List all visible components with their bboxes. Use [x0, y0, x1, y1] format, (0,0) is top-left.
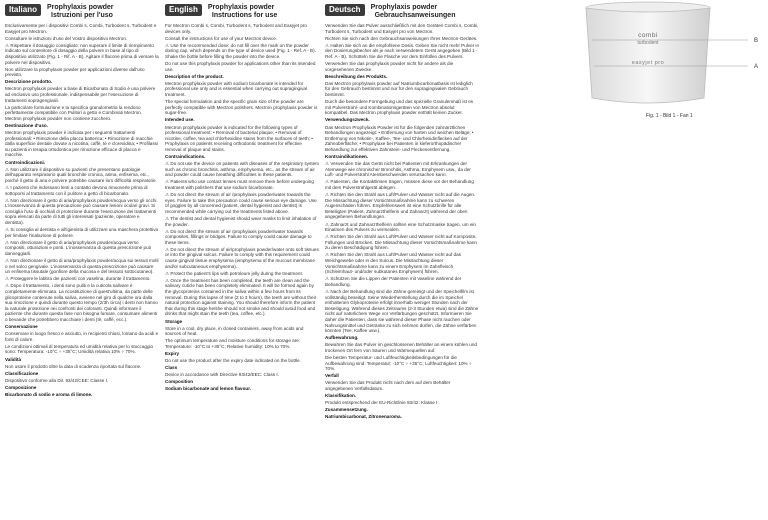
english-paragraph: ⚠ Use the recommended dose: do not fill over the mark on the powder dosing cap, which depends on the type of device used (Fig. 1 - Ref. A - B). Shake the bottle before filling the powder into the device.	[165, 42, 316, 59]
german-paragraph: Verwenden Sie das Produkt nicht nach dem auf dem Behälter angegebenen Verfallsdatum.	[325, 380, 451, 392]
label-combi-turbodent: combi	[638, 32, 658, 39]
german-paragraph: Das Mectron prophylaxis powder auf Natriumbicarbonatbasis ist lediglich für den Gebrauch bestimmt und nur für den supragingivalen Gebrauch bestimmt.	[325, 80, 473, 98]
italian-paragraph: Controindicazioni.	[5, 159, 46, 165]
english-paragraph: Device in accordance with Directive 93/42/EEC: Class I.	[165, 372, 279, 378]
german-paragraph: Natriumbicarbonat, Zitronenaroma.	[325, 414, 402, 420]
english-body	[165, 23, 319, 392]
german-paragraph: ⚠ Verwenden Sie das Gerät nicht bei Patienten mit Erkrankungen der Atemwege wie chronischer Bronchitis, Asthma, Emphysem usw., da der Luft- und Pulverstrahl Atembeschwerden verursachen kann.	[325, 161, 471, 178]
english-subtitle: Instructions for use	[211, 12, 278, 19]
italian-paragraph: Validità	[5, 356, 22, 362]
english-paragraph: Consult the instructions for use of your Mectron device.	[165, 35, 278, 41]
italian-paragraph: Non usare il prodotto oltre la data di scadenza riportata sul flacone.	[5, 363, 142, 369]
german-paragraph: ⚠ Nach der Behandlung sind die Zähne gereinigt und der Speichelfilm ist vollständig beseitigt. Seine Wiederherstellung durch die im Speichel enthaltenen Glykoproteine erfolgt innerhalb weniger Stunden nach der Beseitigung. Während dieses Zeitraums (2-3 Stunden etwa) sind die Zähne nicht auf natürlichem Wege vor Verfärbungen geschützt. Informieren Sie daher die Patienten, dass sie während dieser Phase nicht rauchen oder Nahrungsmittel und Getränke zu sich nehmen dürfen, die Zähne verfärben könnten (Tee, Kaffee usw.).	[325, 289, 479, 334]
german-paragraph: Durch die besondere Formgebung und das spezielle Granulenmaß ist es mit Pulverstrahl- und Kombinationsgeräten von Mectron absolut kompatibel. Das Mectron prophylaxis powder enthält keinen Zucker.	[325, 99, 474, 116]
italian-paragraph: Bicarbonato di sodio e aroma di limone.	[5, 392, 93, 398]
german-paragraph: ⚠ Richten Sie den Strahl aus Luft/Pulver und Wasser nicht auf Komposite, Füllungen und Brücken. Die Missachtung dieser Vorsichtsmaßnahme kann zu deren Beschädigung führen.	[325, 234, 477, 251]
italian-paragraph: La particolare formulazione e la specifica granulometria la rendono perfettamente compatibile con Pulitori a getto e Combinati Mectron. Mectron prophylaxis powder non contiene zucchero.	[5, 104, 143, 121]
english-paragraph: For Mectron Combi s, Combi, Turbodent s, Turbodent and Easyjet pro devices only.	[165, 23, 307, 34]
german-paragraph: ⚠ Zahnarzt und Zahnarzthelferin sollten eine Schutzmaske tragen, um ein Einatmen des Pulvers zu vermeiden.	[325, 221, 476, 233]
english-paragraph: Storage	[165, 318, 183, 324]
italian-column	[5, 4, 159, 399]
german-paragraph: Aufbewahrung.	[325, 335, 359, 341]
english-paragraph: ⚠ Do not direct the stream of air /prophylaxis powder/water towards the eyes. Failure to take this precaution could cause serious eye damage. Use of goggles by all concerned (patient, dental hygienist and dentist) is recommended while carrying out the treatments listed above.	[165, 192, 317, 214]
italian-paragraph: ⚠ Non utilizzare il dispositivo su pazienti che presentano patologie dell'apparato respiratorio quali bronchite cronica, asma, enfisema, etc., poiché il getto di aria e polvere potrebbe causare loro difficoltà respiratorie.	[5, 166, 157, 183]
german-paragraph: Zusammensetzung.	[325, 407, 368, 413]
italian-paragraph: Mectron prophylaxis powder è indicata per i seguenti trattamenti professionali: • Rimozione della placca batterica; • Rimozione di macchie dalla superficie dentale dovute a nicotina, caffè, tè e clorexidina; • Profilassi su pazienti in terapia ortodontica per rimozione efficace di placca e macchie.	[5, 130, 158, 158]
italian-paragraph: Conservare in luogo fresco e asciutto, in recipienti chiusi, lontano da acidi e fonti di calore.	[5, 331, 159, 342]
english-paragraph: ⚠ The dentist and dental hygienist should wear masks to limit inhalation of the powder.	[165, 215, 317, 227]
italian-title-text: Prophylaxis powder	[47, 4, 114, 11]
german-paragraph: Verwendungszweck.	[325, 117, 370, 123]
italian-paragraph: ⚠ Non direzionare il getto di aria/prophylaxis powder/acqua verso gli occhi. L'inosservanza di questa precauzione può causare lesioni oculari gravi. Si consiglia l'uso di occhiali di protezione durante l'esecuzione dei trattamenti sopra elencati da parte di tutti gli interessati (paziente, operatore e dentista).	[5, 197, 158, 225]
italian-paragraph: Dispositivo conforme alla Dir. 93/42/CEE: Classe I.	[5, 377, 109, 383]
english-lang-badge: English	[165, 4, 202, 16]
german-paragraph: ⚠ Halten Sie sich an die empfohlene Dosis. Geben Sie nicht mehr Pulver in den Dosierungsbecher als je nach verwendetem Gerät angegeben (Bild 1 - Ref. A - B). Schütteln Sie die Flasche vor dem Einfüllen des Pulvers.	[325, 42, 480, 59]
english-paragraph: ⚠ Do not direct the stream of air/prophylaxis powder/water onto soft tissues or into the gingival sulcus. Failure to comply with this requirement could cause gingival tissue emphysema (emphysema of the mucous membrane and/or subcutaneous emphysema).	[165, 246, 319, 269]
figure-caption: Fig. 1 - Bild 1 - Fan 1	[646, 113, 693, 119]
german-paragraph: Verwenden Sie das prophylaxis powder nicht für andere als die vorgesehenen Zwecke.	[325, 61, 454, 72]
italian-paragraph: ⚠ Dopo il trattamento, i denti sono puliti e la cuticola salivare è completamente eliminata. La ricostituzione di quest'ultima, da parte delle glicoproteine contenute nella saliva, avviene nel giro di qualche ora dalla sua rimozione e quindi durante questo tempo (2/3h circa) i denti non hanno la naturale protezione nei confronti dei coloranti. Quindi informare il paziente che durante questa fase non bisogna fumare, consumare alimenti o bevande che potrebbero macchiare i denti (tè, caffè, ecc.).	[5, 283, 158, 322]
mark-a: A	[754, 64, 759, 70]
label-easyjet-pro: easyjet pro	[631, 60, 665, 66]
dosing-cap-figure	[508, 0, 768, 110]
german-body	[325, 23, 479, 420]
german-paragraph: Das Mectron Prophylaxis Powder ist für die folgenden zahnärztlichen Behandlungen angezeigt: • Entfernung von harten und weichen Beläge; • Entfernung von Nikotin-, Kaffee-, Tee- und Chlorhexidinflecken auf der Zahnoberfläche; • Prophylaxe bei Patienten in kieferorthopädischer Behandlung zur effektiven Zahnstein- und Fleckenentfernung.	[325, 124, 474, 152]
italian-paragraph: Classificazione	[5, 370, 39, 376]
english-paragraph: ⚠ Do not direct the stream of air /prophylaxis powder/water towards composites, fillings or bridges. Failure to comply could cause damage to these items.	[165, 228, 312, 245]
german-paragraph: Produkt entsprechend der EU-Richtlinie 93/42: Klasse I.	[325, 400, 439, 406]
english-paragraph: Class	[165, 365, 178, 371]
italian-paragraph: Mectron prophylaxis powder a base di Bicarbonato di Sodio è una polvere ad esclusivo uso professionale, indispensabile per l'esecuzione di trattamenti sopragengivali.	[5, 86, 156, 103]
german-title-text: Prophylaxis powder	[370, 4, 438, 11]
english-paragraph: Mectron prophylaxis powder is indicated for the following types of professional treatment: • Removal of bacterial plaque; • Removal of nicotine, coffee, tea and chlorhexidine stains from the surfaces of teeth; • Prophylaxis on patients receiving orthodontic treatment for effective removal of plaque and stains.	[165, 124, 313, 152]
italian-paragraph: Consultare le istruzioni d'uso del Vostro dispositivo Mectron.	[5, 35, 128, 41]
italian-paragraph: Le condizioni ottimali di temperatura ed umidità relativa per lo stoccaggio sono: Temperatura: -10°C ÷ +35°C; Umidità relativa 10% ÷ 70%.	[5, 343, 154, 355]
german-paragraph: Bewahren Sie das Pulver im geschlossenen Behälter an einem kühlen und trockenen Ort fern von Säuren und Wärmequellen auf.	[325, 342, 477, 353]
english-paragraph: Description of the product.	[165, 73, 224, 79]
english-paragraph: The special formulation and the specific grain size of the powder are perfectly compatible with Mectron polishers. Mectron prophylaxis powder is sugar-free.	[165, 99, 318, 116]
italian-paragraph: Composizione	[5, 384, 37, 390]
german-paragraph: ⚠ Richten Sie den Strahl aus Luft/Pulver und Wasser nicht auf das Weichgewebe oder in den Sulcus. Die Missachtung dieser Vorsichtsmaßnahme kann zu einem Emphysem im Zahnfleisch (Schleimhaut- und/oder subkutanes Emphysem) führen.	[325, 252, 461, 275]
german-subtitle: Gebrauchsanweisungen	[374, 12, 456, 19]
italian-paragraph: ⚠ Rispettare il dosaggio consigliato: non superare il limite di riempimento indicato sul contenitore di dosaggio della polvere in base al tipo di dispositivo utilizzato (Fig. 1 - Rif. A - B). Agitare il flacone prima di versare la polvere nel dispositivo.	[5, 42, 159, 65]
english-paragraph: Composition	[165, 379, 194, 385]
italian-subtitle: Istruzioni per l'uso	[51, 12, 113, 19]
german-paragraph: Verwenden Sie das Pulver ausschließlich mit den Geräten Combi s, Combi, Turbodent s, Turbodent und Easyjet pro von Mectron.	[325, 23, 479, 34]
german-lang-badge: Deutsch	[325, 4, 365, 16]
italian-paragraph: ⚠ I pazienti che indossano lenti a contatto devono rimuoverle prima di sottoporsi al trattamento con il pulitore a getto di bicarbonato.	[5, 184, 148, 196]
german-header	[325, 4, 479, 20]
english-paragraph: ⚠ Patients who use contact lenses must remove them before undergoing treatment with polishers that use sodium bicarbonate.	[165, 179, 314, 190]
english-paragraph: Mectron prophylaxis powder with sodium bicarbonate is intended for professional use only and is essential when carrying out supragingival treatment.	[165, 80, 307, 98]
italian-paragraph: Descrizione prodotto.	[5, 79, 53, 85]
english-paragraph: Expiry	[165, 350, 180, 356]
english-paragraph: Do not use this prophylaxis powder for applications other than its intended use.	[165, 61, 316, 72]
label-combi-turbodent-2: turbodent	[637, 40, 659, 46]
german-paragraph: Kontraindikationen.	[325, 153, 369, 159]
italian-paragraph: Esclusivamente per i dispositivi Combi s, Combi, Turbodent s, Turbodent e Easyjet pro Mectron.	[5, 23, 157, 34]
english-paragraph: The optimum temperature and moisture conditions for storage are: Temperature: -10°C to +35°C; Relative humidity: 10% to 70%.	[165, 338, 301, 349]
german-paragraph: ⚠ Richten Sie den Strahl aus Luft/Pulver und Wasser nicht auf die Augen. Die Missachtung dieser Vorsichtsmaßnahme kann zu schweren Augenschäden führen. Empfehlenswert ist eine Schutzbrille für alle Beteiligten (Patient, Zahnarzthelferin und Zahnarzt) während der oben angegebenen Behandlungen.	[325, 192, 476, 220]
english-paragraph: ⚠ Do not use the device on patients with diseases of the respiratory system such as chronic bronchitis, asthma, emphysema, etc., as the stream of air and powder could cause breathing difficulties in these patients.	[165, 161, 320, 178]
german-paragraph: Verfall	[325, 373, 339, 379]
italian-paragraph: ⚠ Proteggere le labbra dei pazienti con vaselina, durante il trattamento.	[5, 276, 151, 282]
english-header	[165, 4, 319, 20]
english-paragraph: ⚠ Once the treatment has been completed, the teeth are clean and the salivary cuticle has been completely eliminated. It will be formed again by the glycoproteins contained in the saliva within a few hours from its removal. During this lapse of time (2 to 3 hours), the teeth are without their natural protection against staining. You should therefore inform the patient that during this stage he/she should not smoke and should avoid food and drinks that might stain the teeth (tea, coffee, etc.).	[165, 277, 317, 317]
german-paragraph: Richten Sie sich nach den Gebrauchsanweisungen Ihres Mectron-Gerätes.	[325, 35, 478, 41]
german-column	[325, 4, 479, 422]
italian-paragraph: Non utilizzare la prophylaxis powder per applicazioni diverse dall'uso previsto.	[5, 66, 145, 78]
mark-b: B	[754, 38, 759, 44]
english-paragraph: Do not use the product after the expiry date indicated on the bottle.	[165, 358, 301, 364]
italian-body	[5, 23, 159, 398]
italian-header	[5, 4, 159, 20]
english-paragraph: ⚠ Protect the patient's lips with petroleum jelly during the treatment.	[165, 270, 304, 276]
german-paragraph: ⚠ Patienten, die Kontaktlinsen tragen, müssen diese vor der Behandlung mit dem Pulverstrahlgerät ablegen.	[325, 179, 474, 190]
german-paragraph: Die besten Temperatur- und Luftfeuchtigkeitsbedingungen für die Aufbewahrung sind: Temperatur: -10°C ÷ +35°C; Luftfeuchtigkeit: 10% ÷ 70%.	[325, 355, 472, 372]
german-paragraph: Beschreibung des Produkts.	[325, 73, 388, 79]
english-paragraph: Sodium bicarbonate and lemon flavour.	[165, 386, 252, 392]
italian-paragraph: ⚠ Non direzionare il getto di aria/prophylaxis powder/acqua sui tessuti molli o nel solco gengivale. L'inosservanza di questa prescrizione può causare un enfisema tissutale (gonfiore della mucosa e del tessuto sottocutaneo).	[5, 258, 159, 275]
english-paragraph: Contraindications.	[165, 153, 206, 159]
english-paragraph: Intended use.	[165, 117, 195, 123]
italian-paragraph: Conservazione	[5, 324, 38, 330]
cap-body	[586, 8, 710, 103]
german-paragraph: Klassifikation.	[325, 393, 357, 399]
english-title-text: Prophylaxis powder	[207, 4, 275, 11]
italian-paragraph: Destinazione d'uso.	[5, 123, 48, 128]
german-paragraph: ⚠ Schützen Sie die Lippen der Patienten mit Vaseline während der Behandlung.	[325, 276, 462, 287]
italian-lang-badge: Italiano	[5, 4, 41, 16]
italian-paragraph: ⚠ Non direzionare il getto di aria/prophylaxis powder/acqua verso compositi, otturazioni e ponti. L'inosservanza di questa prescrizione può danneggiarli.	[5, 239, 152, 256]
german-title	[371, 4, 456, 20]
italian-title	[47, 4, 114, 20]
english-paragraph: Store in a cool, dry place, in closed containers, away from acids and sources of heat.	[165, 325, 304, 337]
english-column	[165, 4, 319, 394]
english-title	[208, 4, 277, 20]
italian-paragraph: ⚠ Si consiglia al dentista e all'igienista di utilizzare una maschera protettiva per limitare l'inalazione di polvere.	[5, 227, 159, 238]
